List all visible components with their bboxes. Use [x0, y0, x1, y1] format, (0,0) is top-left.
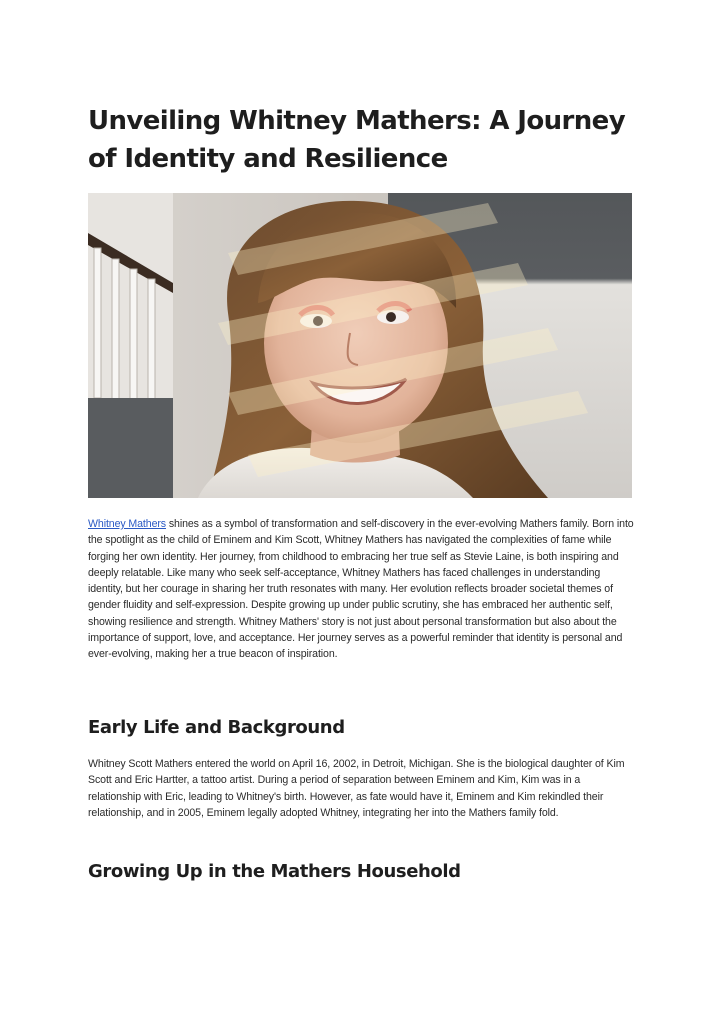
- heading-growing-up: Growing Up in the Mathers Household: [88, 861, 461, 882]
- early-life-paragraph: Whitney Scott Mathers entered the world on April 16, 2002, in Detroit, Michigan. She is the biological daughter of Kim Scott and Eric Hartter, a tattoo artist. During a period of separation between Eminem and Kim, Kim was in a relationship with Eric, leading to Whitney's birth. However, as fate would have it, Eminem and Kim rekindled their relationship, and in 2005, Eminem legally adopted Whitney, integrating her into the Mathers family fold.: [88, 758, 625, 819]
- portrait-photo: [88, 193, 632, 498]
- intro-text: shines as a symbol of transformation and self-discovery in the ever-evolving Mathers family. Born into the spotlight as the child of Eminem and Kim Scott, Whitney Mathers has navigated the complexities of fame while forging her own identity. Her journey, from childhood to embracing her true self as Stevie Laine, is both inspiring and deeply relatable. Like many who seek self-acceptance, Whitney Mathers has faced challenges in understanding identity, but her courage in sharing her truth resonates with many. Her evolution reflects broader societal themes of gender fluidity and self-expression. Despite growing up under public scrutiny, she has embraced her authentic self, showing resilience and strength. Whitney Mathers' story is not just about personal transformation but also about the importance of support, love, and acceptance. Her journey serves as a powerful reminder that identity is personal and ever-evolving, making her a true beacon of inspiration.: [88, 518, 634, 661]
- whitney-mathers-link[interactable]: Whitney Mathers: [88, 518, 166, 530]
- intro-paragraph: [88, 516, 634, 663]
- heading-early-life: Early Life and Background: [88, 717, 345, 738]
- article-title: Unveiling Whitney Mathers: A Journey of Identity and Resilience: [88, 106, 626, 174]
